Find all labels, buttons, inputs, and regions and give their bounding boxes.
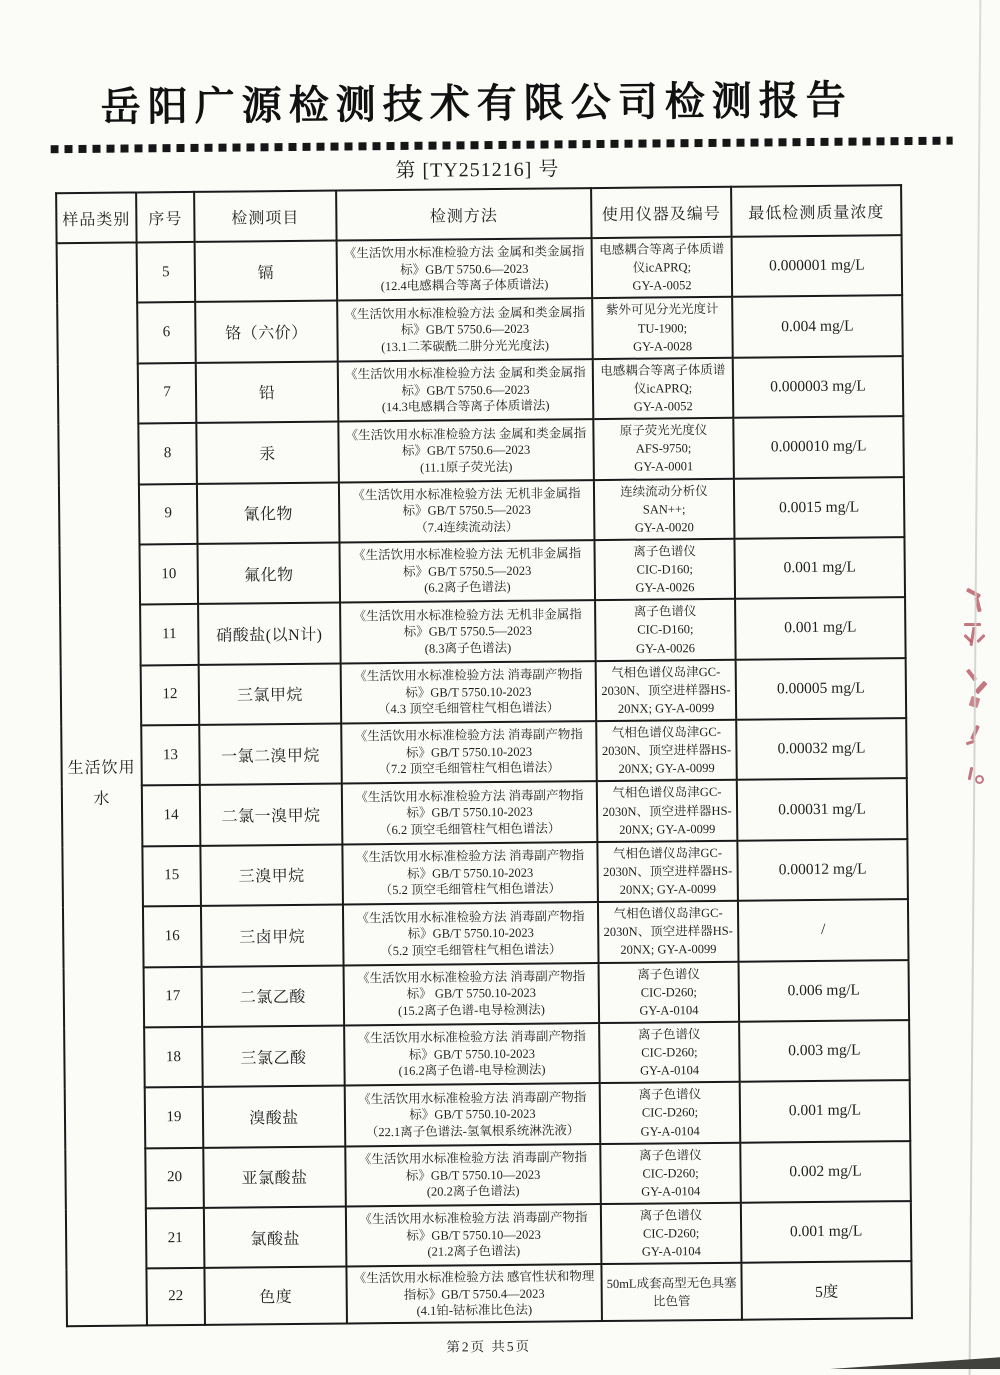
- row-number-cell: 15: [142, 846, 201, 907]
- detection-limit-cell: 0.001 mg/L: [741, 1201, 912, 1263]
- table-header-row: [56, 185, 901, 243]
- table-row: [65, 1080, 911, 1148]
- table-row: [58, 356, 904, 424]
- test-method-cell: 《生活饮用水标准检验方法 消毒副产物指标》GB/T 5750.10—2023 (20.2离子色谱法): [345, 1144, 601, 1207]
- detection-limit-cell: 0.004 mg/L: [732, 295, 903, 357]
- test-method-cell: 《生活饮用水标准检验方法 金属和类金属指标》GB/T 5750.6—2023 (14.3电感耦合等离子体质谱法): [338, 359, 594, 422]
- test-item-cell: 色度: [204, 1267, 347, 1325]
- detection-limit-cell: /: [738, 899, 909, 961]
- row-number-cell: 17: [144, 966, 203, 1027]
- table-row: [61, 718, 907, 786]
- test-item-cell: 溴酸盐: [203, 1086, 346, 1148]
- instrument-cell: 电感耦合等离子体质谱 仪icAPRQ; GY-A-0052: [592, 237, 733, 299]
- instrument-cell: 气相色谱仪岛津GC- 2030N、顶空进样器HS- 20NX; GY-A-0099: [598, 901, 739, 963]
- sample-category-cell: 生活饮用水: [57, 242, 147, 1326]
- doc-number: 第 [TY251216] 号: [395, 158, 560, 182]
- instrument-cell: 离子色谱仪 CIC-D260; GY-A-0104: [600, 1082, 741, 1144]
- stamp-stroke: [975, 775, 984, 784]
- test-method-cell: 《生活饮用水标准检验方法 消毒副产物指标》GB/T 5750.10-2023 （22.1离子色谱法-氢氧根系统淋洗液）: [345, 1083, 601, 1146]
- table-row: [62, 839, 908, 907]
- detection-limit-cell: 0.000001 mg/L: [732, 235, 903, 297]
- table-row: [63, 899, 909, 967]
- detection-limit-cell: 0.00032 mg/L: [736, 718, 907, 780]
- detection-limit-cell: 0.003 mg/L: [739, 1020, 910, 1082]
- instrument-cell: 气相色谱仪岛津GC- 2030N、顶空进样器HS- 20NX; GY-A-0099: [597, 840, 738, 902]
- column-header-no: 序号: [136, 192, 194, 243]
- test-item-cell: 一氯二溴甲烷: [199, 724, 342, 786]
- stamp-stroke: [966, 588, 981, 599]
- test-method-cell: 《生活饮用水标准检验方法 消毒副产物指标》 GB/T 5750.10-2023 (15.2离子色谱-电导检测法): [344, 963, 600, 1026]
- row-number-cell: 18: [144, 1027, 203, 1088]
- table-row: [64, 1020, 910, 1088]
- instrument-cell: 原子荧光光度仪 AFS-9750; GY-A-0001: [593, 418, 734, 480]
- test-method-cell: 《生活饮用水标准检验方法 金属和类金属指标》GB/T 5750.6—2023 (12.4电感耦合等离子体质谱法): [337, 238, 593, 301]
- instrument-cell: 离子色谱仪 CIC-D260; GY-A-0104: [599, 961, 740, 1023]
- instrument-cell: 连续流动分析仪 SAN++; GY-A-0020: [594, 478, 735, 540]
- detection-limit-cell: 0.00031 mg/L: [737, 778, 908, 840]
- instrument-cell: 离子色谱仪 CIC-D260; GY-A-0104: [601, 1203, 742, 1265]
- instrument-cell: 气相色谱仪岛津GC- 2030N、顶空进样器HS- 20NX; GY-A-0099: [597, 780, 738, 842]
- instrument-cell: 离子色谱仪 CIC-D260; GY-A-0104: [599, 1022, 740, 1084]
- row-number-cell: 13: [141, 725, 200, 786]
- test-method-cell: 《生活饮用水标准检验方法 消毒副产物指标》GB/T 5750.10-2023 （5.2 顶空毛细管柱气相色谱法）: [342, 842, 598, 905]
- test-method-cell: 《生活饮用水标准检验方法 无机非金属指标》GB/T 5750.5—2023 (6.2离子色谱法): [339, 540, 595, 603]
- row-number-cell: 20: [145, 1147, 204, 1208]
- instrument-cell: 气相色谱仪岛津GC- 2030N、顶空进样器HS- 20NX; GY-A-0099: [596, 720, 737, 782]
- test-method-cell: 《生活饮用水标准检验方法 金属和类金属指标》GB/T 5750.6—2023 (13.1二苯碳酰二肼分光光度法): [337, 298, 593, 361]
- test-method-cell: 《生活饮用水标准检验方法 消毒副产物指标》GB/T 5750.10—2023 (21.2离子色谱法): [346, 1204, 602, 1267]
- test-method-cell: 《生活饮用水标准检验方法 消毒副产物指标》GB/T 5750.10-2023 (16.2离子色谱-电导检测法): [344, 1023, 600, 1086]
- row-number-cell: 7: [138, 363, 197, 424]
- test-method-cell: 《生活饮用水标准检验方法 无机非金属指标》GB/T 5750.5—2023 (8.3离子色谱法): [340, 600, 596, 663]
- test-item-cell: 氯酸盐: [204, 1207, 347, 1269]
- page-footer: 第2页 共5页: [446, 1339, 532, 1355]
- test-method-cell: 《生活饮用水标准检验方法 消毒副产物指标》GB/T 5750.10-2023 （4.3 顶空毛细管柱气相色谱法）: [341, 661, 597, 724]
- row-number-cell: 9: [139, 483, 198, 544]
- instrument-cell: 离子色谱仪 CIC-D160; GY-A-0026: [594, 539, 735, 601]
- table-row: [64, 960, 910, 1028]
- table-row: [62, 778, 908, 846]
- row-number-cell: 8: [138, 423, 197, 484]
- instrument-cell: 气相色谱仪岛津GC- 2030N、顶空进样器HS- 20NX; GY-A-0099: [596, 659, 737, 721]
- test-method-cell: 《生活饮用水标准检验方法 消毒副产物指标》GB/T 5750.10-2023 （5.2 顶空毛细管柱气相色谱法）: [343, 902, 599, 965]
- test-item-cell: 三溴甲烷: [200, 844, 343, 906]
- stamp-stroke: [976, 634, 985, 643]
- table-row: [57, 295, 903, 363]
- test-method-cell: 《生活饮用水标准检验方法 感官性状和物理指标》GB/T 5750.4—2023 (4.1铂-钴标准比色法): [346, 1264, 602, 1323]
- detection-limit-cell: 0.000010 mg/L: [733, 416, 904, 478]
- test-item-cell: 三氯乙酸: [202, 1025, 345, 1087]
- test-item-cell: 硝酸盐(以N计): [198, 603, 341, 665]
- test-item-cell: 三卤甲烷: [201, 905, 344, 967]
- table-row: [61, 658, 907, 726]
- test-item-cell: 二氯乙酸: [202, 965, 345, 1027]
- instrument-cell: 紫外可见分光光度计 TU-1900; GY-A-0028: [592, 297, 733, 359]
- column-header-category: 样品类别: [56, 192, 136, 243]
- row-number-cell: 5: [137, 242, 196, 303]
- table-row: [60, 597, 906, 665]
- column-header-instrument: 使用仪器及编号: [591, 187, 731, 238]
- row-number-cell: 22: [146, 1268, 205, 1326]
- column-header-method: 检测方法: [336, 188, 591, 240]
- test-item-cell: 汞: [196, 422, 339, 484]
- detection-limit-cell: 5度: [741, 1261, 912, 1320]
- scan-corner-shadow: [830, 1356, 1000, 1369]
- test-item-cell: 铬（六价）: [195, 301, 338, 363]
- instrument-cell: 50mL成套高型无色具塞 比色管: [601, 1263, 742, 1321]
- test-item-cell: 铅: [196, 361, 339, 423]
- detection-limit-cell: 0.000003 mg/L: [733, 356, 904, 418]
- test-item-cell: 氟化物: [197, 542, 340, 604]
- detection-limit-cell: 0.001 mg/L: [740, 1080, 911, 1142]
- test-item-cell: 镉: [195, 241, 338, 303]
- test-method-cell: 《生活饮用水标准检验方法 消毒副产物指标》GB/T 5750.10-2023 （6.2 顶空毛细管柱气相色谱法）: [342, 781, 598, 844]
- row-number-cell: 16: [143, 906, 202, 967]
- row-number-cell: 6: [137, 302, 196, 363]
- instrument-cell: 离子色谱仪 CIC-D260; GY-A-0104: [600, 1142, 741, 1204]
- table-row: [66, 1261, 912, 1326]
- detection-limit-cell: 0.006 mg/L: [739, 960, 910, 1022]
- detection-limit-cell: 0.00012 mg/L: [737, 839, 908, 901]
- test-method-cell: 《生活饮用水标准检验方法 无机非金属指标》GB/T 5750.5—2023 （7.4连续流动法）: [339, 480, 595, 543]
- detection-limit-cell: 0.00005 mg/L: [736, 658, 907, 720]
- row-number-cell: 14: [142, 785, 201, 846]
- test-method-cell: 《生活饮用水标准检验方法 金属和类金属指标》GB/T 5750.6—2023 (11.1原子荧光法): [338, 419, 594, 482]
- test-item-cell: 三氯甲烷: [199, 663, 342, 725]
- instrument-cell: 离子色谱仪 CIC-D160; GY-A-0026: [595, 599, 736, 661]
- stamp-stroke: [964, 623, 981, 626]
- column-header-item: 检测项目: [194, 191, 336, 242]
- stamp-stroke: [974, 681, 987, 695]
- test-report-table: [55, 184, 913, 1327]
- detection-limit-cell: 0.002 mg/L: [740, 1141, 911, 1203]
- table-row: [59, 537, 905, 605]
- instrument-cell: 电感耦合等离子体质谱 仪icAPRQ; GY-A-0052: [593, 358, 734, 420]
- test-method-cell: 《生活饮用水标准检验方法 消毒副产物指标》GB/T 5750.10-2023 （7.2 顶空毛细管柱气相色谱法）: [341, 721, 597, 784]
- row-number-cell: 12: [141, 665, 200, 726]
- table-row: [58, 416, 904, 484]
- column-header-limit: 最低检测质量浓度: [731, 185, 901, 237]
- test-item-cell: 二氯一溴甲烷: [200, 784, 343, 846]
- table-row: [57, 235, 903, 303]
- table-row: [65, 1141, 911, 1209]
- detection-limit-cell: 0.001 mg/L: [735, 597, 906, 659]
- page-title: 岳阳广源检测技术有限公司检测报告: [100, 77, 853, 131]
- row-number-cell: 10: [139, 544, 198, 605]
- detection-limit-cell: 0.001 mg/L: [734, 537, 905, 599]
- row-number-cell: 21: [146, 1208, 205, 1269]
- detection-limit-cell: 0.0015 mg/L: [734, 477, 905, 539]
- test-item-cell: 亚氯酸盐: [203, 1146, 346, 1208]
- table-row: [66, 1201, 912, 1269]
- test-item-cell: 氰化物: [197, 482, 340, 544]
- table-row: [59, 477, 905, 545]
- row-number-cell: 11: [140, 604, 199, 665]
- row-number-cell: 19: [145, 1087, 204, 1148]
